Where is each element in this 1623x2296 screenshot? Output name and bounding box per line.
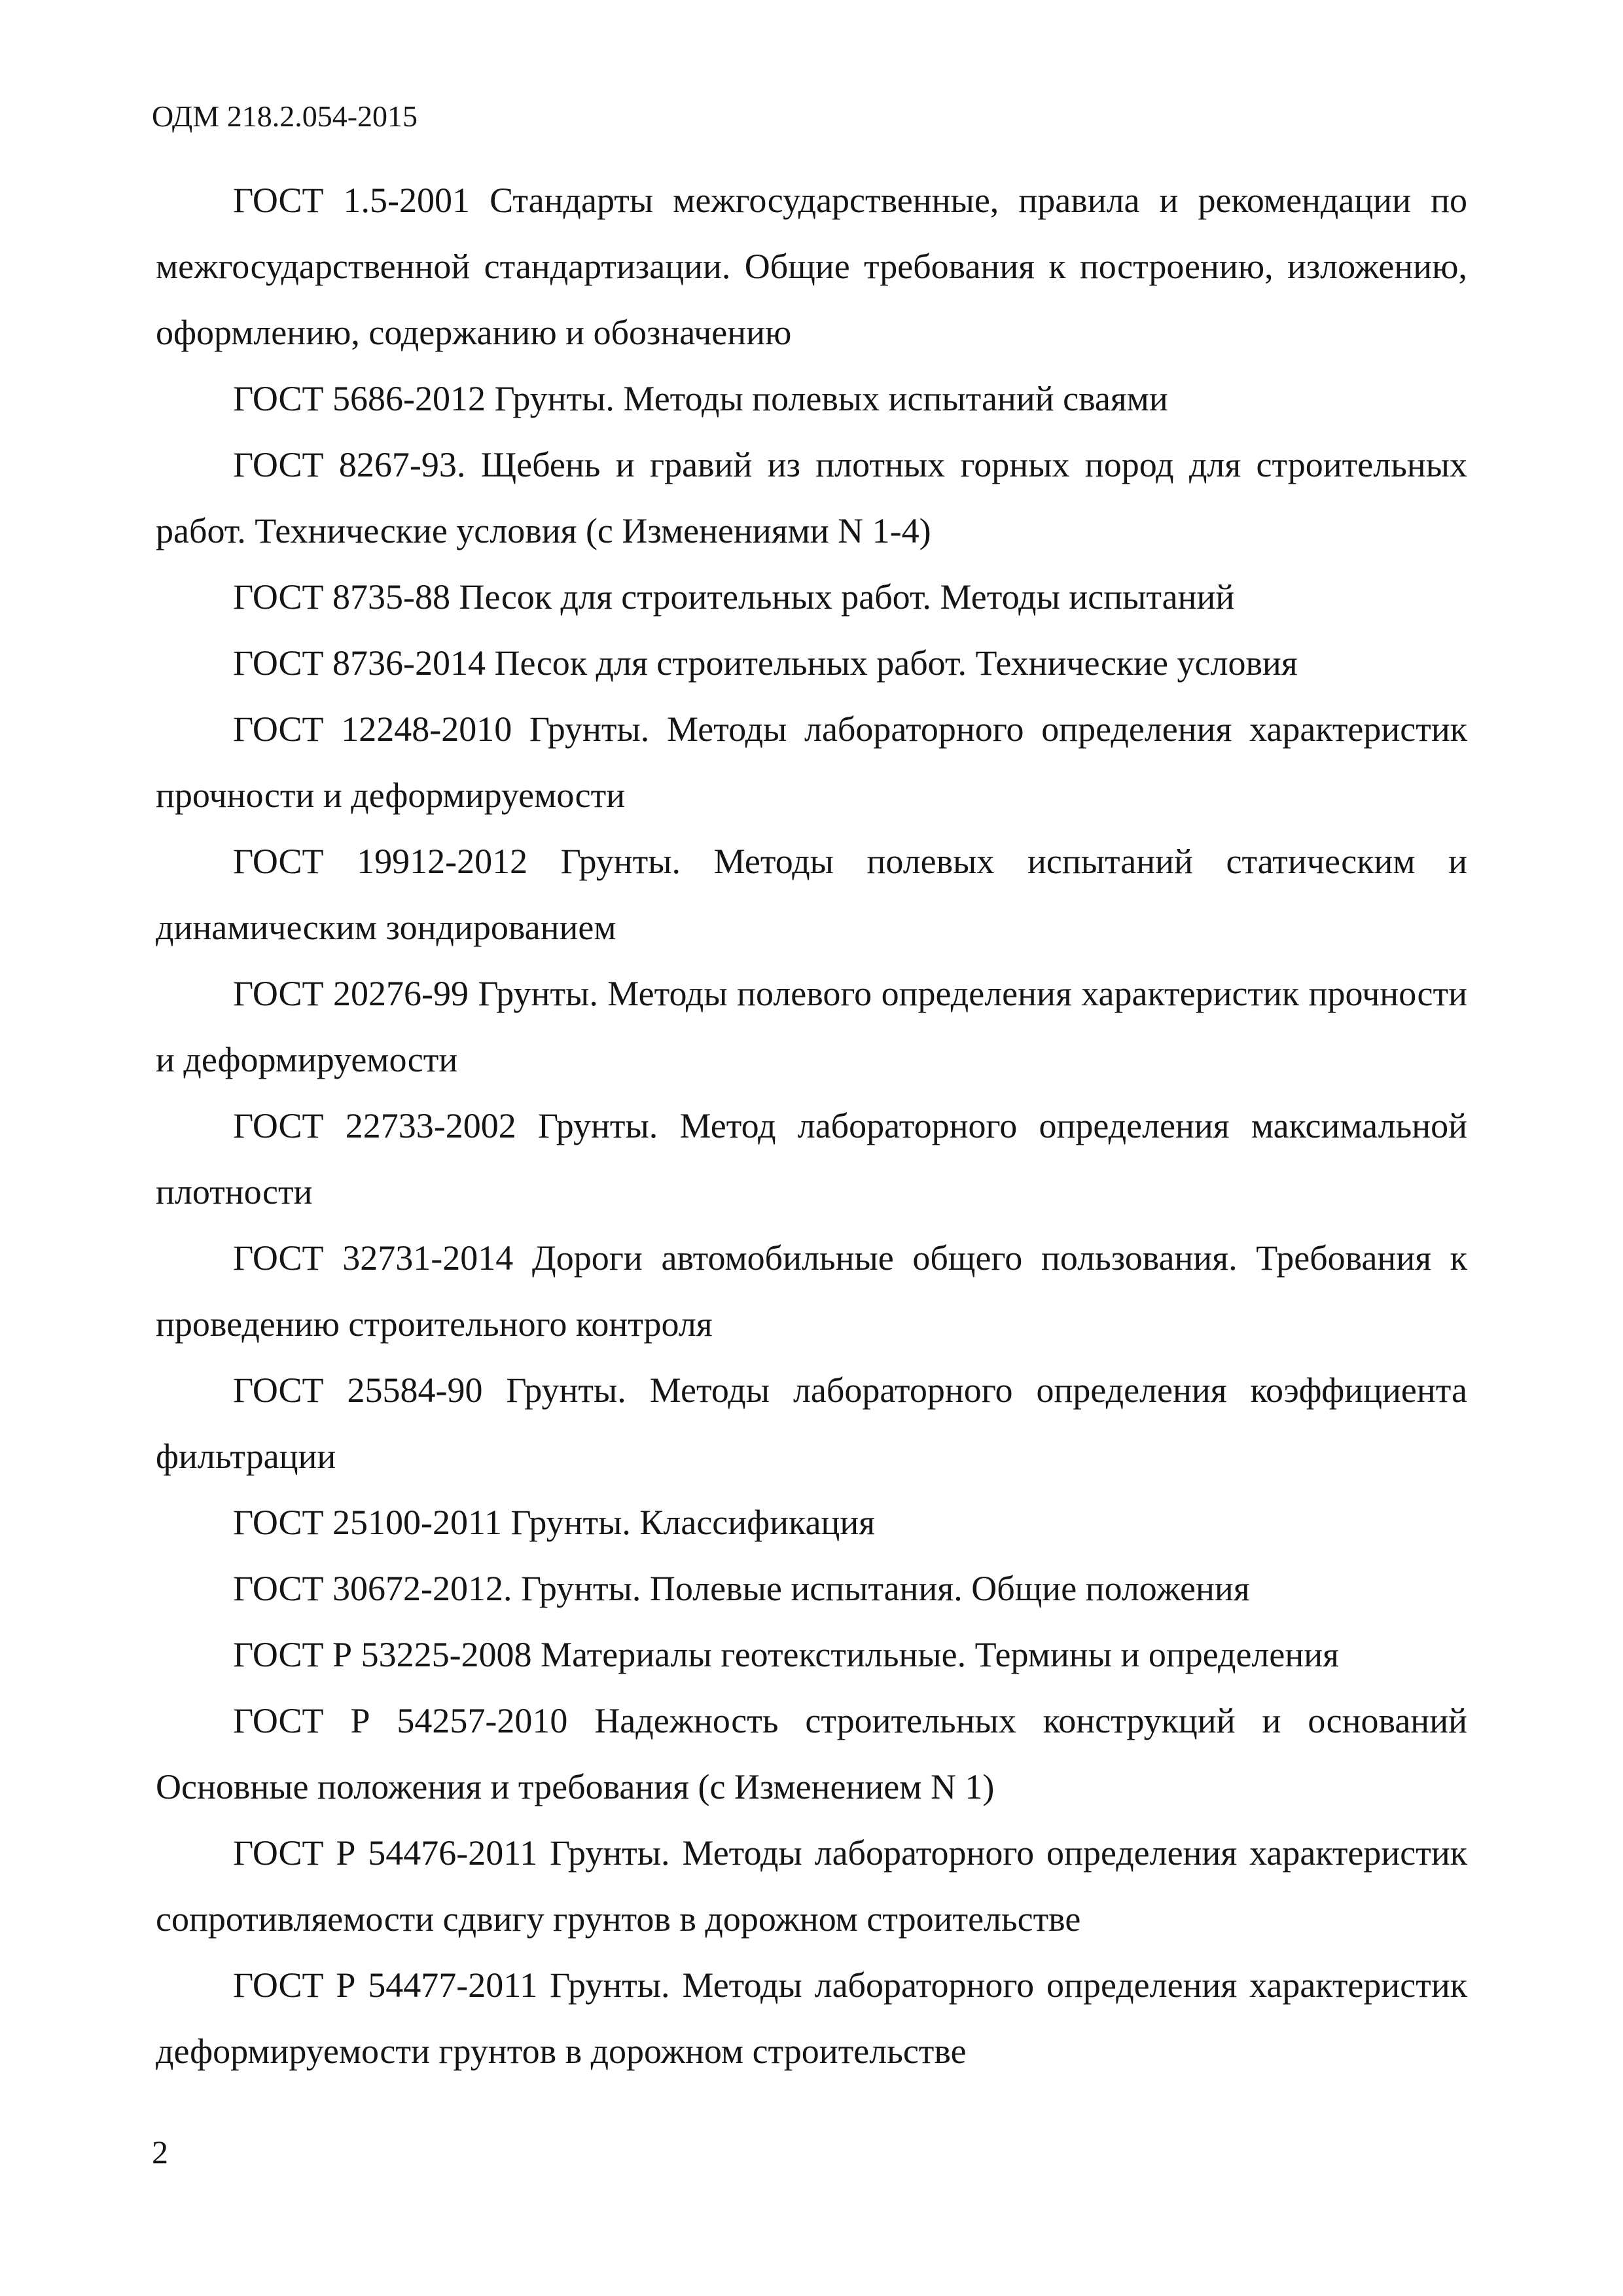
reference-item: ГОСТ 25100-2011 Грунты. Классификация: [233, 1503, 876, 1542]
reference-item: ГОСТ 12248-2010 Грунты. Методы лабораторного определения характеристик прочности и деформируемости: [156, 709, 1467, 815]
reference-item: ГОСТ 8736-2014 Песок для строительных работ. Технические условия: [233, 643, 1298, 683]
reference-item: ГОСТ 30672-2012. Грунты. Полевые испытания. Общие положения: [233, 1569, 1250, 1608]
document-code: ОДМ 218.2.054-2015: [152, 99, 418, 133]
reference-item: ГОСТ 5686-2012 Грунты. Методы полевых испытаний сваями: [233, 379, 1168, 418]
reference-item: ГОСТ 8735-88 Песок для строительных работ. Методы испытаний: [233, 577, 1235, 617]
reference-item: ГОСТ Р 54476-2011 Грунты. Методы лабораторного определения характеристик сопротивляемости сдвигу грунтов в дорожном строительстве: [156, 1833, 1467, 1939]
normative-references-list: [156, 168, 1467, 2085]
reference-item: ГОСТ Р 54477-2011 Грунты. Методы лабораторного определения характеристик деформируемости грунтов в дорожном строительстве: [156, 1965, 1467, 2071]
reference-item: ГОСТ Р 54257-2010 Надежность строительных конструкций и оснований Основные положения и требования (с Изменением N 1): [156, 1701, 1467, 1806]
reference-item: ГОСТ 8267-93. Щебень и гравий из плотных горных пород для строительных работ. Технические условия (с Изменениями N 1-4): [156, 445, 1467, 550]
reference-item: ГОСТ 1.5-2001 Стандарты межгосударственные, правила и рекомендации по межгосударственной стандартизации. Общие требования к построению, изложению, оформлению, содержанию и обозначению: [156, 181, 1467, 352]
page-number: 2: [152, 2134, 168, 2170]
reference-item: ГОСТ 19912-2012 Грунты. Методы полевых испытаний статическим и динамическим зондированием: [156, 842, 1467, 947]
reference-item: ГОСТ 32731-2014 Дороги автомобильные общего пользования. Требования к проведению строительного контроля: [156, 1238, 1467, 1344]
reference-item: ГОСТ Р 53225-2008 Материалы геотекстильные. Термины и определения: [233, 1635, 1339, 1674]
reference-item: ГОСТ 20276-99 Грунты. Методы полевого определения характеристик прочности и деформируемости: [156, 974, 1467, 1079]
reference-item: ГОСТ 25584-90 Грунты. Методы лабораторного определения коэффициента фильтрации: [156, 1371, 1467, 1476]
reference-item: ГОСТ 22733-2002 Грунты. Метод лабораторного определения максимальной плотности: [156, 1106, 1467, 1211]
